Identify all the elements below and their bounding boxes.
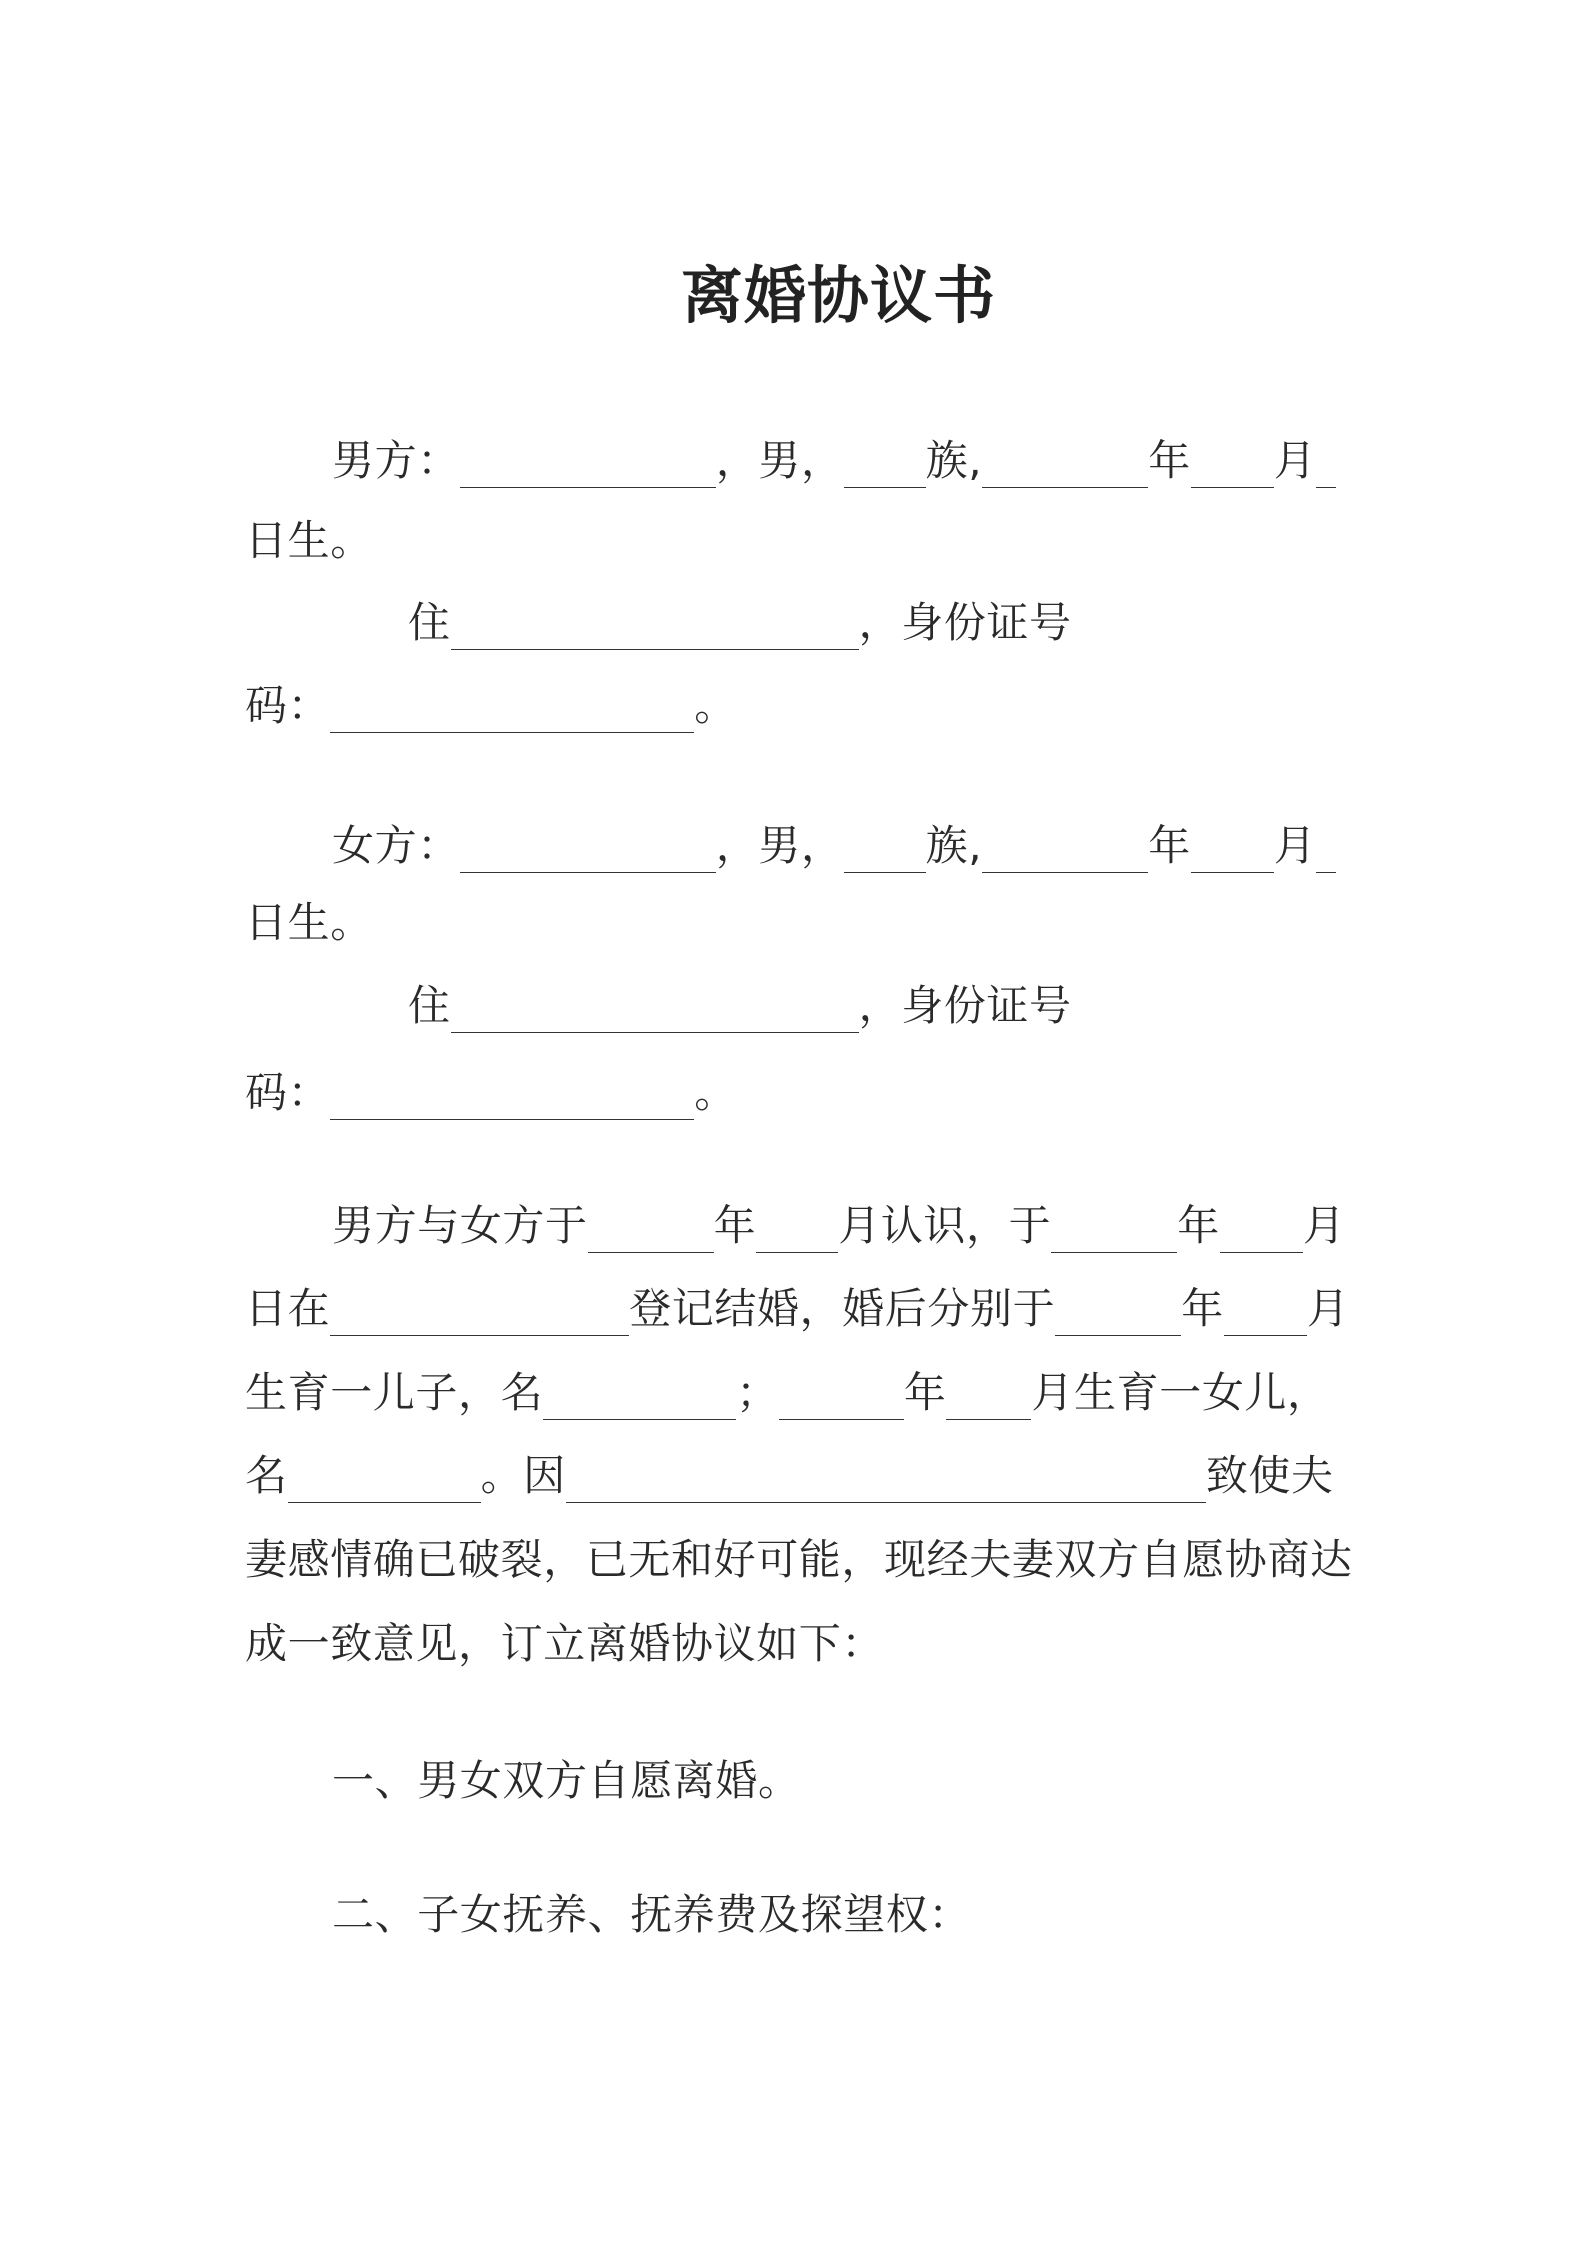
paragraph-text: 。因 xyxy=(480,1451,566,1500)
blank-field xyxy=(588,1252,714,1253)
paragraph-text: 月生育一女儿， xyxy=(1031,1368,1330,1417)
blank-field xyxy=(982,872,1148,873)
blank-field xyxy=(543,1419,736,1420)
ethnic-text: 族, xyxy=(925,821,983,870)
marriage-line-1 xyxy=(332,1201,1345,1253)
sex-text: ，男， xyxy=(715,436,844,485)
male-info-line xyxy=(332,436,1336,488)
blank-field xyxy=(1055,1335,1181,1336)
id-label-cont: 码： xyxy=(245,681,331,730)
female-info-line xyxy=(332,821,1336,873)
blank-field xyxy=(1191,487,1274,488)
female-id-line xyxy=(245,1068,737,1120)
document-title: 离婚协议书 xyxy=(681,259,997,332)
marriage-line-2 xyxy=(245,1284,1349,1336)
blank-field xyxy=(844,487,926,488)
month-text: 月 xyxy=(1306,1284,1350,1333)
paragraph-text: 月认识，于 xyxy=(838,1201,1052,1250)
year-text: 年 xyxy=(1181,1284,1224,1333)
blank-field xyxy=(288,1502,481,1503)
male-birth-line: 日生。 xyxy=(245,516,373,565)
marriage-line-5: 妻感情确已破裂，已无和好可能，现经夫妻双方自愿协商达 xyxy=(245,1535,1353,1584)
female-address-line xyxy=(408,981,1072,1033)
blank-field xyxy=(460,872,716,873)
clause-1: 一、男女双方自愿离婚。 xyxy=(332,1756,801,1805)
blank-field xyxy=(756,1252,838,1253)
blank-field xyxy=(779,1419,904,1420)
year-text: 年 xyxy=(713,1201,757,1250)
period-text: 。 xyxy=(694,681,737,730)
blank-field xyxy=(1191,872,1274,873)
ethnic-text: 族, xyxy=(925,436,983,485)
male-label: 男方： xyxy=(332,436,460,485)
marriage-line-3 xyxy=(245,1368,1330,1420)
year-text: 年 xyxy=(1177,1201,1220,1250)
male-id-line xyxy=(245,681,737,733)
blank-field xyxy=(946,1419,1031,1420)
month-text: 月 xyxy=(1273,436,1317,485)
id-label: ，身份证号 xyxy=(858,981,1072,1030)
female-birth-line: 日生。 xyxy=(245,898,373,947)
marriage-line-6: 成一致意见，订立离婚协议如下： xyxy=(245,1619,885,1668)
year-text: 年 xyxy=(1148,821,1191,870)
blank-field xyxy=(330,1335,629,1336)
blank-field xyxy=(1316,487,1336,488)
year-text: 年 xyxy=(903,1368,947,1417)
period-text: 。 xyxy=(694,1068,737,1117)
paragraph-text: 日在 xyxy=(245,1284,331,1333)
month-text: 月 xyxy=(1302,1201,1346,1250)
month-text: 月 xyxy=(1273,821,1317,870)
sex-text: ，男， xyxy=(715,821,844,870)
blank-field xyxy=(451,1032,859,1033)
blank-field xyxy=(1224,1335,1307,1336)
semicolon-text: ； xyxy=(736,1368,779,1417)
address-label: 住 xyxy=(408,981,451,1030)
paragraph-text: 生育一儿子，名 xyxy=(245,1368,544,1417)
id-label: ，身份证号 xyxy=(858,598,1072,647)
female-label: 女方： xyxy=(332,821,460,870)
blank-field xyxy=(844,872,926,873)
blank-field xyxy=(982,487,1148,488)
blank-field xyxy=(566,1502,1206,1503)
blank-field xyxy=(460,487,716,488)
clause-2: 二、子女抚养、抚养费及探望权： xyxy=(332,1890,972,1939)
blank-field xyxy=(330,732,694,733)
blank-field xyxy=(451,649,859,650)
year-text: 年 xyxy=(1148,436,1191,485)
address-label: 住 xyxy=(408,598,451,647)
marriage-line-4 xyxy=(245,1451,1334,1503)
male-address-line xyxy=(408,598,1072,650)
id-label-cont: 码： xyxy=(245,1068,331,1117)
blank-field xyxy=(1220,1252,1303,1253)
paragraph-text: 男方与女方于 xyxy=(332,1201,588,1250)
blank-field xyxy=(330,1119,694,1120)
paragraph-text: 名 xyxy=(245,1451,288,1500)
paragraph-text: 致使夫 xyxy=(1205,1451,1334,1500)
blank-field xyxy=(1316,872,1336,873)
paragraph-text: 登记结婚，婚后分别于 xyxy=(629,1284,1056,1333)
blank-field xyxy=(1051,1252,1177,1253)
